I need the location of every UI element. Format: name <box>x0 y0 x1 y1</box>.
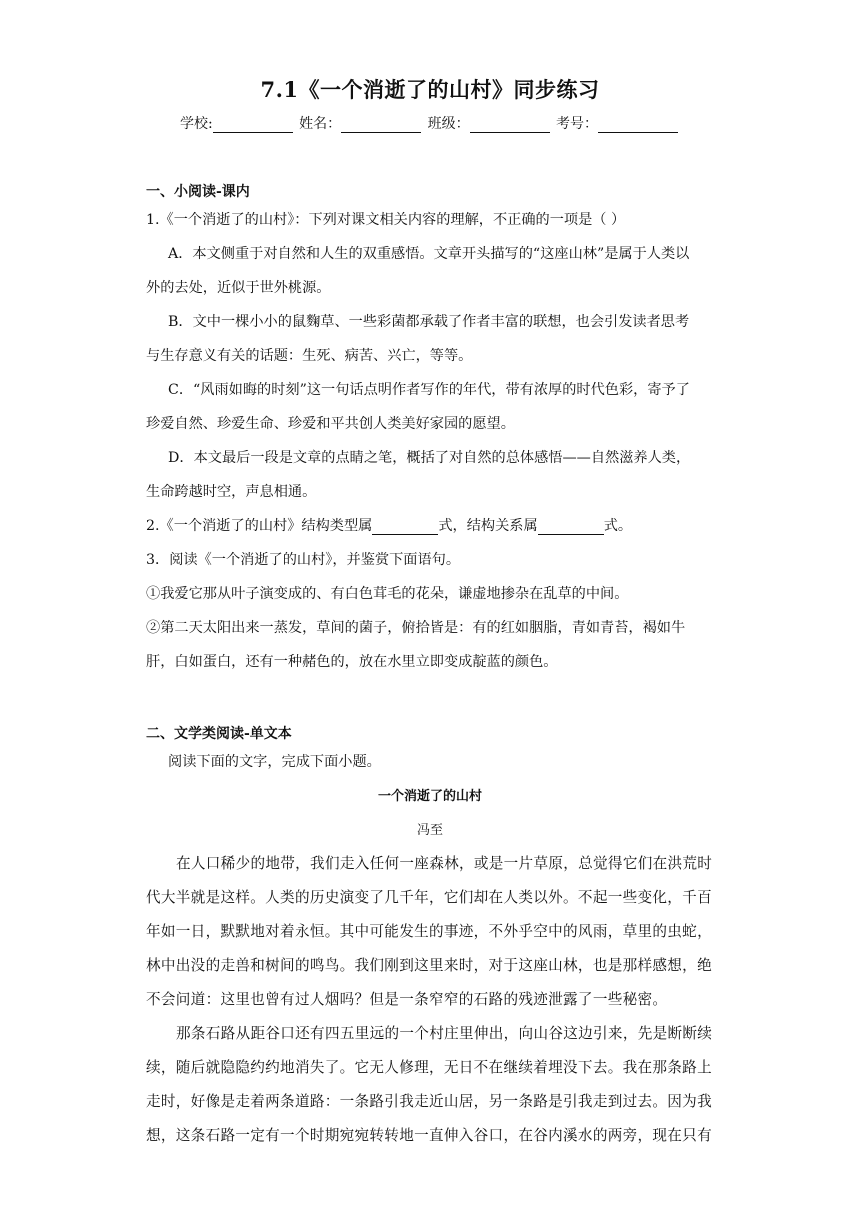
question-2-part-3: 式。 <box>603 518 633 534</box>
question-2-part-2: 式，结构关系属 <box>438 518 538 534</box>
passage-line: 那条石路从距谷口还有四五里远的一个村庄里伸出，向山谷这边引来，先是断断续 <box>176 1025 713 1042</box>
question-1-stem: 1.《一个消逝了的山村》：下列对课文相关内容的理解，不正确的一项是（ ） <box>146 212 626 228</box>
question-3-stem: 3．阅读《一个消逝了的山村》，并鉴赏下面语句。 <box>146 552 461 568</box>
option-c-line-1: C．“风雨如晦的时刻”这一句话点明作者写作的年代，带有浓厚的时代色彩，寄予了 <box>168 382 690 398</box>
exam-number-blank[interactable] <box>598 118 678 133</box>
passage-line: 想，这条石路一定有一个时期宛宛转转地一直伸入谷口，在谷内溪水的两旁，现在只有 <box>146 1127 712 1144</box>
structure-relation-blank[interactable] <box>538 520 604 535</box>
school-label: 学校: <box>179 116 213 132</box>
option-d-line-1: D．本文最后一段是文章的点睛之笔，概括了对自然的总体感悟——自然滋养人类， <box>168 450 691 466</box>
passage-author: 冯至 <box>416 823 443 838</box>
exam-number-label: 考号： <box>556 116 599 132</box>
question-2 <box>146 515 632 535</box>
option-c-line-2: 珍爱自然、珍爱生命、珍爱和平共创人类美好家园的愿望。 <box>146 416 515 432</box>
question-3-sentence-2-line-1: ②第二天太阳出来一蒸发，草间的菌子，俯拾皆是：有的红如胭脂，青如青苔，褐如牛 <box>146 620 686 636</box>
question-3-sentence-1: ①我爱它那从叶子演变成的、有白色茸毛的花朵，谦虚地掺杂在乱草的中间。 <box>146 586 629 602</box>
student-info-row <box>0 113 860 133</box>
passage-title: 一个消逝了的山村 <box>377 789 482 804</box>
page-title: 7.1《一个消逝了的山村》同步练习 <box>260 77 600 102</box>
section-1-heading: 一、小阅读-课内 <box>146 184 250 200</box>
class-label: 班级： <box>427 116 470 132</box>
option-a-line-1: A．本文侧重于对自然和人生的双重感悟。文章开头描写的“这座山林”是属于人类以 <box>168 246 690 262</box>
option-a-line-2: 外的去处，近似于世外桃源。 <box>146 280 331 296</box>
name-label: 姓名： <box>299 116 342 132</box>
passage-line: 年如一日，默默地对着永恒。其中可能发生的事迹，不外乎空中的风雨，草里的虫蛇， <box>146 923 712 940</box>
question-3-sentence-2-line-2: 肝，白如蛋白，还有一种赭色的，放在水里立即变成靛蓝的颜色。 <box>146 654 558 670</box>
question-2-part-1: 2.《一个消逝了的山村》结构类型属 <box>146 518 373 534</box>
passage-line: 续，随后就隐隐约约地消失了。它无人修理，无日不在继续着埋没下去。我在那条路上 <box>146 1059 712 1076</box>
passage-line: 走时，好像是走着两条道路：一条路引我走近山居，另一条路是引我走到过去。因为我 <box>146 1093 712 1110</box>
school-blank[interactable] <box>213 118 293 133</box>
class-blank[interactable] <box>470 118 550 133</box>
structure-type-blank[interactable] <box>372 520 438 535</box>
passage-line: 不会问道：这里也曾有过人烟吗？但是一条窄窄的石路的残迹泄露了一些秘密。 <box>146 991 668 1008</box>
passage-line: 在人口稀少的地带，我们走入任何一座森林，或是一片草原，总觉得它们在洪荒时 <box>176 855 713 872</box>
option-d-line-2: 生命跨越时空，声息相通。 <box>146 484 317 500</box>
passage-line: 代大半就是这样。人类的历史演变了几千年，它们却在人类以外。不起一些变化，千百 <box>146 889 712 906</box>
option-b-line-2: 与生存意义有关的话题：生死、病苦、兴亡，等等。 <box>146 348 473 364</box>
option-b-line-1: B．文中一棵小小的鼠麴草、一些彩菌都承载了作者丰富的联想，也会引发读者思考 <box>168 314 690 330</box>
section-2-heading: 二、文学类阅读-单文本 <box>146 726 292 742</box>
section-2-instruction: 阅读下面的文字，完成下面小题。 <box>168 754 381 770</box>
passage-line: 林中出没的走兽和树间的鸣鸟。我们刚到这里来时，对于这座山林，也是那样感想，绝 <box>146 957 712 974</box>
name-blank[interactable] <box>341 118 421 133</box>
